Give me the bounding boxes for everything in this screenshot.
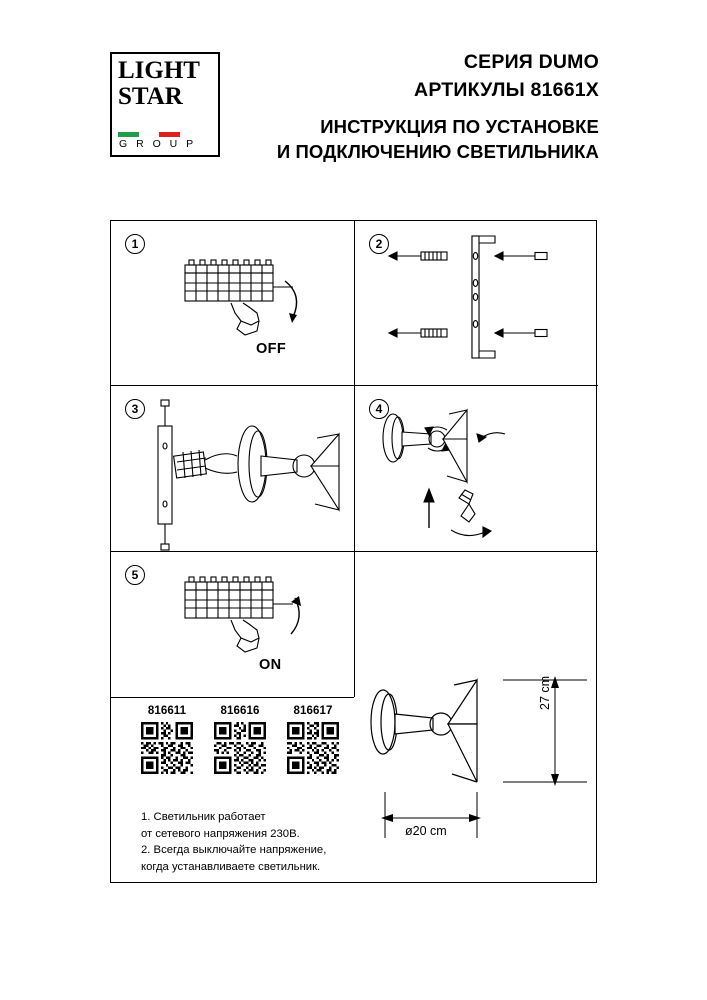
instruction-line-2: И ПОДКЛЮЧЕНИЮ СВЕТИЛЬНИКА	[276, 141, 599, 162]
note-line-4: когда устанавливаете светильник.	[141, 860, 321, 873]
step-1-number: 1	[125, 234, 145, 254]
note-line-3: 2. Всегда выключайте напряжение,	[141, 844, 327, 856]
qr-code-row	[127, 705, 354, 774]
notes-block	[141, 809, 356, 875]
qr-code-item	[138, 705, 196, 774]
step-2-illustration	[355, 221, 598, 385]
instruction-frame	[110, 220, 597, 883]
series-title: СЕРИЯ DUMO	[463, 51, 599, 73]
article-title: АРТИКУЛЫ 81661X	[414, 79, 599, 101]
qr-code-label: 816611	[147, 705, 187, 717]
qr-code-icon[interactable]	[287, 722, 339, 774]
dimension-diagram-cell	[355, 552, 597, 883]
step-3-illustration	[111, 386, 354, 551]
step-3-number: 3	[125, 399, 145, 419]
step-1-label: OFF	[256, 341, 287, 357]
step-4-cell	[355, 386, 598, 551]
qr-code-label: 816616	[220, 705, 260, 717]
note-line-1: 1. Светильник работает	[141, 811, 266, 823]
note-line-2: от сетевого напряжения 230В.	[141, 827, 300, 840]
qr-code-section	[127, 705, 354, 774]
logo-group-text: G R O U P	[119, 138, 197, 150]
step-4-number: 4	[369, 399, 389, 419]
divider-horizontal-3	[111, 697, 354, 698]
qr-code-item	[284, 705, 342, 774]
qr-code-item	[211, 705, 269, 774]
step-5-illustration	[111, 552, 354, 697]
step-1-illustration	[111, 221, 354, 385]
step-1-cell	[111, 221, 354, 385]
page-header	[0, 0, 707, 200]
instruction-line-1: ИНСТРУКЦИЯ ПО УСТАНОВКЕ	[320, 116, 599, 137]
step-5-label: ON	[259, 657, 282, 673]
product-dimension-illustration	[355, 552, 597, 883]
step-2-number: 2	[369, 234, 389, 254]
logo-wordmark	[118, 58, 200, 110]
qr-code-icon[interactable]	[214, 722, 266, 774]
step-4-illustration	[355, 386, 598, 551]
logo-line-star: STAR	[118, 83, 183, 110]
brand-logo	[110, 52, 220, 157]
width-dimension-label: ø20 cm	[405, 824, 447, 838]
step-5-cell	[111, 552, 354, 697]
height-dimension-label: 27 cm	[538, 675, 552, 710]
qr-code-icon[interactable]	[141, 722, 193, 774]
logo-line-light: LIGHT	[118, 57, 200, 84]
title-block	[219, 50, 599, 164]
step-3-cell	[111, 386, 354, 551]
step-5-number: 5	[125, 565, 145, 585]
italian-flag-icon	[118, 132, 180, 137]
step-2-cell	[355, 221, 598, 385]
qr-code-label: 816617	[293, 705, 333, 717]
